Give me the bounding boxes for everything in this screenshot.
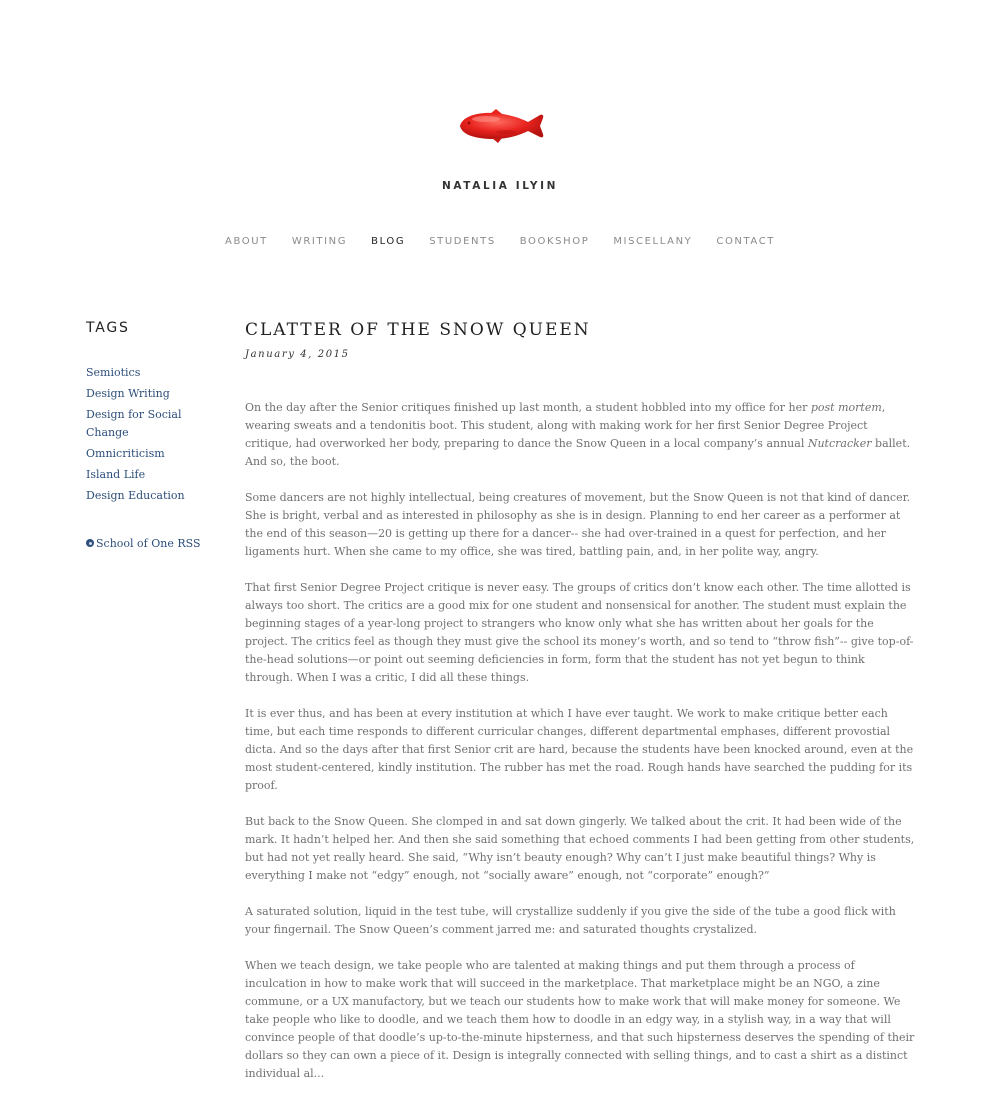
- tags-heading: TAGS: [86, 320, 130, 336]
- post-paragraph: A saturated solution, liquid in the test tube, will crystallize suddenly if you give the side of the tube a good flick with your fingernail. The Snow Queen’s comment jarred me: and saturated thoughts crystalized.: [245, 905, 896, 936]
- tag-link-design-writing[interactable]: Design Writing: [86, 387, 170, 400]
- post-paragraph: But back to the Snow Queen. She clomped in and sat down gingerly. We talked about the crit. It had been wide of the mark. It hadn’t helped her. And then she said something that echoed comments I had been getting from other students, but had not yet really heard. She said, “Why isn’t beauty enough? Why can’t I just make beautiful things? Why is everything I make not “edgy” enough, not “socially aware” enough, not “corporate” enough?”: [245, 815, 915, 882]
- tag-item: [86, 466, 206, 484]
- nav-item-students: [429, 236, 496, 247]
- nav-link-blog[interactable]: BLOG: [371, 236, 406, 247]
- post-paragraph: Some dancers are not highly intellectual, being creatures of movement, but the Snow Queen is not that kind of dancer. She is bright, verbal and as interested in philosophy as she is in design. Planning to end her career as a performer at the end of this season—20 is getting up there for a dancer-- she had over-trained in a quest for perfection, and her ligaments hurt. When she came to my office, she was tired, battling pain, and, in her polite way, angry.: [245, 491, 911, 558]
- tag-item: [86, 364, 206, 382]
- paragraph-text: On the day after the Senior critiques finished up last month, a student hobbled into my office for her: [245, 401, 811, 414]
- nav-link-contact[interactable]: CONTACT: [716, 236, 775, 247]
- nav-link-miscellany[interactable]: MISCELLANY: [613, 236, 693, 247]
- nav-item-writing: [292, 236, 347, 247]
- site-title[interactable]: NATALIA ILYIN: [441, 180, 558, 192]
- nav-link-writing[interactable]: WRITING: [291, 236, 348, 247]
- nav-link-about[interactable]: ABOUT: [225, 236, 268, 247]
- nav-item-miscellany: [613, 236, 692, 247]
- nav-link-bookshop[interactable]: BOOKSHOP: [519, 236, 590, 247]
- blog-post: [245, 320, 915, 1101]
- sidebar: [86, 320, 206, 553]
- emphasis-text: Nutcracker: [807, 437, 872, 450]
- post-paragraph: That first Senior Degree Project critique is never easy. The groups of critics don’t know each other. The time allotted is always too short. The critics are a good mix for one student and nonsensical for another. The student must explain the beginning stages of a year-long project to strangers who know only what she has written about her goals for the project. The critics feel as though they must give the school its money’s worth, and so tend to “throw fish”-- give top-of-the-head solutions—or point out seeming deficiencies in form, form that the student has not yet begun to think through. When I was a critic, I did all these things.: [245, 581, 914, 684]
- nav-item-bookshop: [520, 236, 590, 247]
- tag-link-semiotics[interactable]: Semiotics: [86, 366, 141, 379]
- tag-link-omnicriticism[interactable]: Omnicriticism: [86, 447, 165, 460]
- tag-item: [86, 487, 206, 505]
- post-date: January 4, 2015: [245, 349, 350, 360]
- tag-link-island-life[interactable]: Island Life: [86, 468, 146, 481]
- nav-item-contact: [716, 236, 775, 247]
- nav-item-about: [225, 236, 268, 247]
- emphasis-text: post mortem: [810, 401, 882, 414]
- post-body: [245, 399, 915, 1083]
- post-title[interactable]: CLATTER OF THE SNOW QUEEN: [245, 320, 591, 340]
- tag-list: [86, 364, 206, 505]
- rss-feed: [86, 535, 206, 553]
- nav-link-students[interactable]: STUDENTS: [429, 236, 496, 247]
- post-paragraph: When we teach design, we take people who are talented at making things and put them through a process of inculcation in how to make work that will succeed in the marketplace. That marketplace might be an NGO, a zine commune, or a UX manufactory, but we teach our students how to make work that will make money for someone. We take people who like to doodle, and we teach them how to doodle in an edgy way, in a stylish way, in a way that will convince people of that doodle’s up-to-the-minute hipsterness, and that such hipsterness deserves the spending of their dollars so they can own a piece of it. Design is integrally connected with selling things, and to cast a shirt as a distinct individual al...: [245, 959, 915, 1080]
- tag-item: [86, 445, 206, 463]
- post-paragraph: [245, 399, 915, 471]
- rss-icon[interactable]: [86, 539, 94, 547]
- tag-item: [86, 406, 206, 442]
- paragraph-text: ballet. And so, the boot.: [245, 437, 911, 468]
- rss-link[interactable]: School of One RSS: [96, 537, 201, 550]
- red-fish-logo-icon[interactable]: [456, 106, 546, 146]
- tag-item: [86, 385, 206, 403]
- tag-link-design-education[interactable]: Design Education: [86, 489, 185, 502]
- nav-item-blog: [371, 236, 405, 247]
- post-paragraph: It is ever thus, and has been at every institution at which I have ever taught. We work to make critique better each time, but each time responds to different curricular changes, different departmental emphases, different provostial dicta. And so the days after that first Senior crit are hard, because the students have been knocked around, even at the most student-centered, kindly institution. The rubber has met the road. Rough hands have searched the pudding for its proof.: [245, 707, 914, 792]
- main-nav: [0, 236, 1000, 247]
- paragraph-text: , wearing sweats and a tendonitis boot. This student, along with making work for her first Senior Degree Project critique, had overworked her body, preparing to dance the Snow Queen in a local company’s annual: [245, 401, 886, 450]
- tag-link-design-for-social-change[interactable]: Design for Social Change: [86, 408, 182, 439]
